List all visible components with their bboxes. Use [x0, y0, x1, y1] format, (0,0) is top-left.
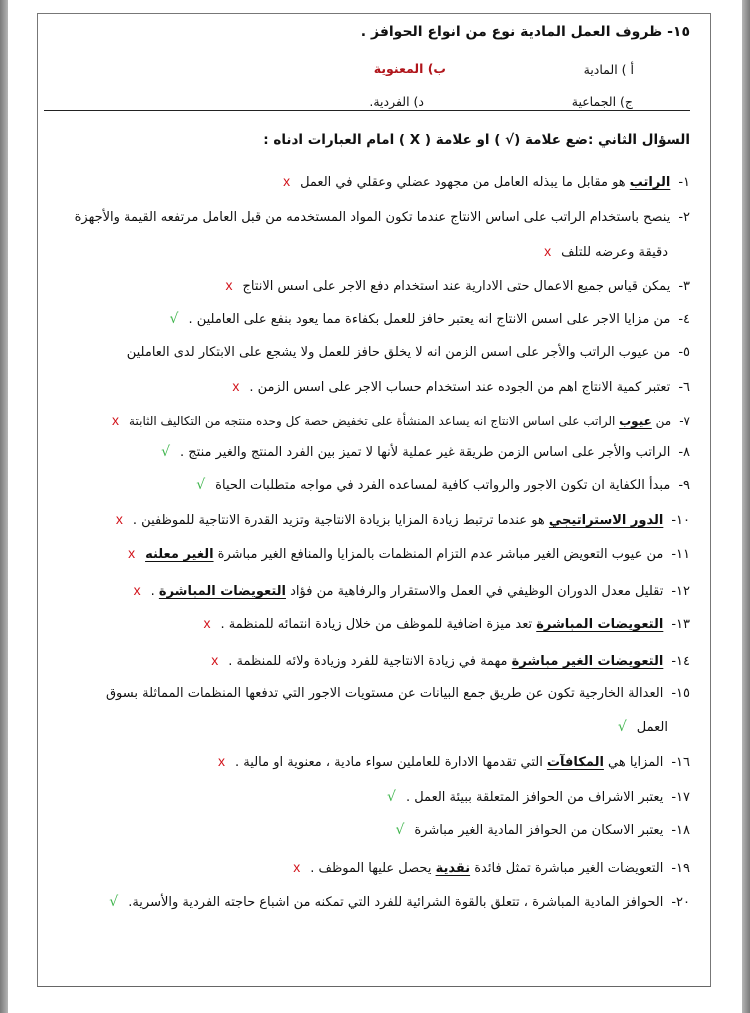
- true-mark-icon: √: [196, 477, 206, 493]
- statement-number: ٢٠-: [671, 895, 690, 910]
- statement-number: ٩-: [678, 478, 690, 493]
- statement-text: المزايا هي: [603, 755, 664, 770]
- statement-item: [170, 311, 690, 328]
- question-15-heading: ١٥- ظروف العمل المادية نوع من انواع الحوافز .: [360, 24, 690, 40]
- statement-key-term: نقدية: [435, 861, 471, 876]
- statement-number: ٨-: [678, 445, 690, 460]
- statement-text: يحصل عليها الموظف .: [310, 861, 436, 876]
- statement-number: ١٣-: [671, 617, 690, 632]
- false-mark-icon: x: [112, 412, 120, 428]
- divider-line: [44, 110, 690, 111]
- statement-text: تعد ميزة اضافية للموظف من خلال زيادة انتمائه للمنظمة .: [220, 617, 537, 632]
- false-mark-icon: x: [293, 859, 301, 875]
- statement-item: [75, 210, 690, 226]
- true-mark-icon: √: [161, 444, 170, 460]
- false-mark-icon: x: [128, 545, 136, 561]
- statement-text: العدالة الخارجية تكون عن طريق جمع البيانات عن مستويات الاجور التي تدفعها المنظمات المماثلة بسوق: [105, 686, 664, 701]
- option-a: أ ) المادية: [583, 62, 634, 77]
- statement-number: ١٢-: [671, 584, 690, 599]
- true-mark-icon: √: [387, 789, 396, 805]
- statement-item: [226, 277, 691, 295]
- statement-item: [196, 477, 690, 494]
- window-edge-right: [742, 0, 750, 1013]
- statement-text: .: [150, 584, 159, 599]
- statement-key-term: المكافآت: [546, 755, 604, 770]
- statement-item: [128, 545, 690, 563]
- statement-text: الراتب والأجر على اساس الزمن طريقة غير عملية لأنها لا تميز بين الفرد المنتج والغير منتج .: [180, 445, 671, 460]
- statement-text: هو مقابل ما يبذله العامل من مجهود عضلي وعقلي في العمل: [300, 175, 630, 190]
- false-mark-icon: x: [225, 277, 233, 293]
- statement-text: التي تقدمها الادارة للعاملين سواء مادية ، معنوية او مالية .: [235, 755, 547, 770]
- false-mark-icon: x: [283, 173, 291, 189]
- window-edge-left: [0, 0, 8, 1013]
- false-mark-icon: x: [218, 753, 226, 769]
- statement-key-term: التعويضات الغير مباشرة: [511, 654, 664, 669]
- statement-text: مهمة في زيادة الانتاجية للفرد وزيادة ولائه للمنظمة .: [228, 654, 512, 669]
- statement-text: من مزايا الاجر على اسس الانتاج انه يعتبر حافز للعمل بكفاءة مما يعود بنفع على العاملين .: [188, 312, 671, 327]
- statement-text: من: [651, 414, 672, 428]
- statement-text: تعتبر كمية الانتاج اهم من الجوده عند استخدام حساب الاجر على اسس الزمن .: [249, 380, 671, 395]
- statement-text: مبدأ الكفاية ان تكون الاجور والرواتب كافية لمساعده الفرد في مواجه متطلبات الحياة: [215, 478, 671, 493]
- true-mark-icon: √: [169, 311, 179, 327]
- statement-number: ١٤-: [671, 654, 690, 669]
- statement-text: تقليل معدل الدوران الوظيفي في العمل والاستقرار والرفاهية من فؤاد: [286, 584, 664, 599]
- statement-text: من عيوب الراتب والأجر على اسس الزمن انه لا يخلق حافز للعمل ولا يشجع على الابتكار لدى العاملين: [126, 345, 671, 360]
- statement-number: ١٦-: [671, 755, 690, 770]
- statement-key-term: الغير معلنه: [145, 547, 214, 562]
- statement-number: ٤-: [678, 312, 690, 327]
- statement-item: [232, 378, 690, 396]
- statement-number: ١٧-: [671, 790, 690, 805]
- statement-item: [161, 444, 690, 461]
- statement-key-term: الراتب: [629, 175, 671, 190]
- option-b-answer: ب) المعنوية: [373, 61, 446, 76]
- statement-text: يعتبر الاشراف من الحوافز المتعلقة ببيئة العمل .: [405, 790, 664, 805]
- statement-continuation: [618, 719, 668, 735]
- false-mark-icon: x: [211, 652, 219, 668]
- statement-number: ٥-: [678, 345, 690, 360]
- false-mark-icon: x: [203, 615, 211, 631]
- statement-text: يعتبر الاسكان من الحوافز المادية الغير مباشرة: [414, 823, 664, 838]
- statement-text: دقيقة وعرضه للتلف: [561, 245, 668, 260]
- statement-number: ٧-: [679, 414, 690, 428]
- statement-text: هو عندما ترتبط زيادة المزايا بزيادة الانتاجية وتزيد القدرة الانتاجية للموظفين .: [132, 513, 549, 528]
- statement-number: ٣-: [678, 279, 690, 294]
- statement-text: ينصح باستخدام الراتب على اساس الانتاج عندما تكون المواد المستخدمه من قبل العامل مرتفعه القيمة والأجهزة: [74, 210, 671, 225]
- false-mark-icon: x: [544, 243, 552, 259]
- statement-item: [395, 822, 690, 839]
- statement-item: [283, 173, 690, 191]
- statement-key-term: عيوب: [619, 414, 652, 428]
- statement-text: من عيوب التعويض الغير مباشر عدم التزام المنظمات بالمزايا والمنافع الغير مباشرة: [213, 547, 664, 562]
- statement-continuation: [544, 243, 668, 260]
- option-c: ج) الجماعية: [571, 94, 633, 109]
- true-mark-icon: √: [617, 719, 627, 735]
- statement-text: يمكن قياس جميع الاعمال حتى الادارية عند استخدام دفع الاجر على اسس الانتاج: [242, 279, 671, 294]
- section-title: السؤال الثاني :ضع علامة (√ ) او علامة ( X ) امام العبارات ادناه :: [263, 132, 690, 148]
- statement-item: [106, 686, 690, 702]
- false-mark-icon: x: [133, 582, 141, 598]
- statement-item: [218, 753, 690, 771]
- statement-item: [109, 894, 690, 911]
- option-d: د) الفردية.: [369, 94, 424, 109]
- statement-item: [387, 789, 690, 806]
- false-mark-icon: x: [115, 511, 123, 527]
- statement-item: [112, 412, 690, 429]
- statement-number: ١١-: [671, 547, 690, 562]
- document-page: [37, 13, 711, 987]
- statement-key-term: التعويضات المباشرة: [536, 617, 664, 632]
- statement-text: الحوافز المادية المباشرة ، تتعلق بالقوة الشرائية للفرد التي تمكنه من اشباع حاجته الفردية والأسرية.: [128, 895, 664, 910]
- statement-text: الراتب على اساس الانتاج انه يساعد المنشأة على تخفيض حصة كل وحده منتجه من التكاليف الثابتة: [129, 414, 620, 428]
- statement-item: [127, 345, 690, 361]
- true-mark-icon: √: [109, 894, 119, 910]
- statement-item: [204, 615, 690, 633]
- statement-text: العمل: [636, 720, 668, 735]
- statement-number: ١-: [678, 175, 690, 190]
- statement-key-term: الدور الاستراتيجي: [548, 513, 664, 528]
- statement-number: ١٥-: [671, 686, 690, 701]
- statement-number: ٢-: [678, 210, 690, 225]
- statement-item: [116, 511, 690, 529]
- statement-number: ٦-: [678, 380, 690, 395]
- statement-key-term: التعويضات المباشرة: [158, 584, 286, 599]
- statement-number: ١٩-: [671, 861, 690, 876]
- statement-number: ١٨-: [671, 823, 690, 838]
- true-mark-icon: √: [395, 822, 405, 838]
- statement-item: [293, 859, 690, 877]
- statement-number: ١٠-: [671, 513, 690, 528]
- statement-text: التعويضات الغير مباشرة تمثل فائدة: [470, 861, 664, 876]
- statement-item: [134, 582, 690, 600]
- statement-item: [211, 652, 690, 670]
- false-mark-icon: x: [232, 378, 240, 394]
